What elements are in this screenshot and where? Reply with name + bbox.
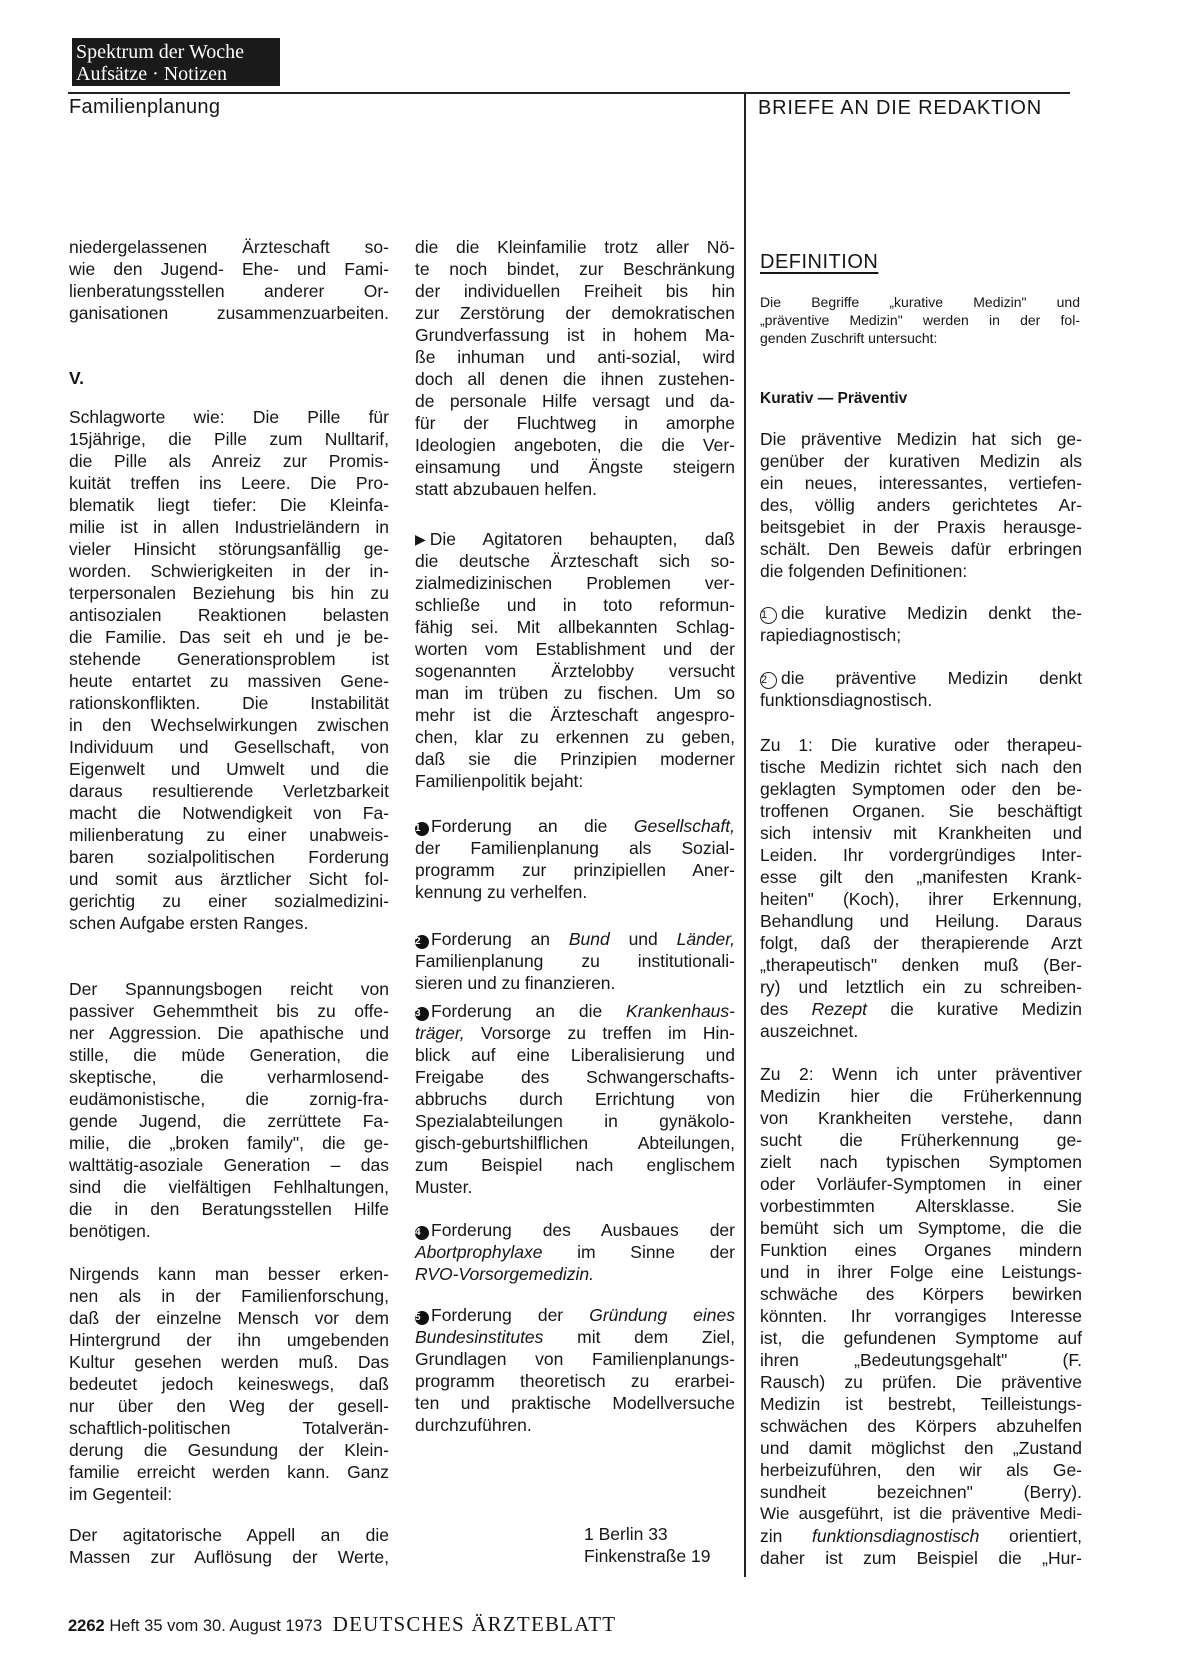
text-line: ner Aggression. Die apathische und bbox=[69, 1023, 389, 1043]
text-span: Krankenhaus- bbox=[626, 1001, 735, 1021]
number-4-icon: 4 bbox=[415, 1226, 429, 1240]
column-divider bbox=[744, 92, 746, 1577]
text-line: die Familie. Das seit eh und je be- bbox=[69, 627, 389, 647]
col2-paragraph-1 bbox=[415, 236, 735, 500]
text-line: Muster. bbox=[415, 1177, 473, 1197]
text-line: zum Beispiel nach englischem bbox=[415, 1155, 735, 1175]
page-number: 2262 bbox=[68, 1617, 105, 1635]
text-line: einsamung und Ängste steigern bbox=[415, 457, 735, 477]
text-span: Bundesinstitutes bbox=[415, 1327, 544, 1347]
text-line: programm theoretisch zu erarbei- bbox=[415, 1371, 735, 1391]
text-span: die kurative Medizin denkt the- bbox=[781, 603, 1082, 623]
text-line: Familienplanung zu institutionali- bbox=[415, 951, 735, 971]
header-rule bbox=[68, 92, 1070, 94]
text-span: Forderung des Ausbaues der bbox=[431, 1220, 735, 1240]
text-line: ten und praktische Modellversuche bbox=[415, 1393, 735, 1413]
text-line: daß sie die Prinzipien moderner bbox=[415, 749, 735, 769]
text-line: Die Begriffe „kurative Medizin" und bbox=[760, 294, 1080, 310]
text-line: Zu 1: Die kurative oder therapeu- bbox=[760, 735, 1082, 755]
demand-3 bbox=[415, 1000, 735, 1198]
text-line: doch all denen die ihnen zustehen- bbox=[415, 369, 735, 389]
text-line: Zu 2: Wenn ich unter präventiver bbox=[760, 1064, 1082, 1084]
text-line: milie, die „broken family", die ge- bbox=[69, 1133, 389, 1153]
text-line: die deutsche Ärzteschaft sich so- bbox=[415, 551, 735, 571]
text-line: Leiden. Ihr vordergründiges Inter- bbox=[760, 845, 1082, 865]
text-span: die präventive Medizin denkt bbox=[781, 668, 1082, 688]
text-line: auszeichnet. bbox=[760, 1021, 859, 1041]
text-line: Spezialabteilungen in gynäkolo- bbox=[415, 1111, 735, 1131]
text-line: ße inhuman und anti-sozial, wird bbox=[415, 347, 735, 367]
text-line: des, völlig anders gerichtetes Ar- bbox=[760, 495, 1082, 515]
text-span: mit dem Ziel, bbox=[543, 1327, 735, 1347]
text-line: zur Zerstörung der demokratischen bbox=[415, 303, 735, 323]
number-5-icon: 5 bbox=[415, 1311, 429, 1325]
text-span: Gründung eines bbox=[589, 1305, 735, 1325]
col2-paragraph-2 bbox=[415, 528, 735, 792]
text-line: niedergelassenen Ärzteschaft so- bbox=[69, 237, 389, 257]
text-line: chen, klar zu erkennen zu geben, bbox=[415, 727, 735, 747]
text-line: durchzuführen. bbox=[415, 1415, 532, 1435]
text-line: derung die Gesundung der Klein- bbox=[69, 1440, 389, 1460]
text-line: sich intensiv mit Krankheiten und bbox=[760, 823, 1082, 843]
text-line: ganisationen zusammenzuarbeiten. bbox=[69, 303, 389, 323]
text-line: Wie ausgeführt, ist die präventive Medi- bbox=[760, 1504, 1082, 1523]
text-line: te noch bindet, zur Beschränkung bbox=[415, 259, 735, 279]
text-line: ry) und letztlich ein zu schreiben- bbox=[760, 977, 1082, 997]
text-line: schen Aufgabe ersten Ranges. bbox=[69, 913, 309, 933]
text-line: Kultur gesehen werden muß. Das bbox=[69, 1352, 389, 1372]
text-span: Länder, bbox=[676, 929, 735, 949]
circled-number-2-icon: 2 bbox=[760, 672, 777, 689]
number-1-icon: 1 bbox=[415, 822, 429, 836]
text-line: abbruchs durch Errichtung von bbox=[415, 1089, 735, 1109]
text-line: sundheit bezeichnen" (Berry). bbox=[760, 1482, 1082, 1502]
text-span: Forderung an die bbox=[431, 816, 634, 836]
text-span: Rezept bbox=[811, 999, 868, 1019]
text-span: funktionsdiagnostisch bbox=[812, 1526, 980, 1546]
text-line: kennung zu verhelfen. bbox=[415, 882, 588, 902]
text-line: macht die Notwendigkeit von Fa- bbox=[69, 803, 389, 823]
text-line: funktionsdiagnostisch. bbox=[760, 690, 933, 710]
text-line: gerichtig zu einer sozialmedizini- bbox=[69, 891, 389, 911]
text-line: sind die vielfältigen Fehlhaltungen, bbox=[69, 1177, 389, 1197]
demand-2 bbox=[415, 928, 735, 994]
text-line: Der agitatorische Appell an die bbox=[69, 1525, 389, 1545]
issue-info: Heft 35 vom 30. August 1973 bbox=[109, 1617, 323, 1635]
col3-paragraph-3 bbox=[760, 1063, 1082, 1569]
text-line: herbeizuführen, den wir als Ge- bbox=[760, 1460, 1082, 1480]
text-line: „therapeutisch" denken muß (Ber- bbox=[760, 955, 1082, 975]
text-span: zin bbox=[760, 1526, 813, 1546]
number-3-icon: 3 bbox=[415, 1007, 429, 1021]
text-line: Eigenwelt und Umwelt und die bbox=[69, 759, 389, 779]
text-line: von Krankheiten verstehe, dann bbox=[760, 1108, 1082, 1128]
text-line: nur über den Weg der gesell- bbox=[69, 1396, 389, 1416]
text-line: ihren „Bedeutungsgehalt" (F. bbox=[760, 1350, 1082, 1370]
text-line: man im trüben zu fischen. Um so bbox=[415, 683, 735, 703]
text-line: gende Jugend, die zerrüttete Fa- bbox=[69, 1111, 389, 1131]
text-line: 15jährige, die Pille zum Nulltarif, bbox=[69, 429, 389, 449]
text-line: kuität treffen ins Leere. Die Pro- bbox=[69, 473, 389, 493]
demand-5 bbox=[415, 1304, 735, 1436]
col1-paragraph-4 bbox=[69, 1263, 389, 1505]
text-line: Freigabe des Schwangerschafts- bbox=[415, 1067, 735, 1087]
text-line: Die präventive Medizin hat sich ge- bbox=[760, 429, 1082, 449]
text-line: esse gilt den „manifesten Krank- bbox=[760, 867, 1082, 887]
text-line: der Familienplanung als Sozial- bbox=[415, 838, 735, 858]
text-line: sucht die Früherkennung ge- bbox=[760, 1130, 1082, 1150]
text-line: Individuum und Gesellschaft, von bbox=[69, 737, 389, 757]
text-span: und bbox=[609, 929, 677, 949]
text-line: milie ist in allen Industrieländern in bbox=[69, 517, 389, 537]
text-line: und in ihrer Folge eine Leistungs- bbox=[760, 1262, 1082, 1282]
badge-line-1: Spektrum der Woche bbox=[76, 41, 244, 63]
section-title: Familienplanung bbox=[69, 96, 221, 118]
text-line: und damit möglichst den „Zustand bbox=[760, 1438, 1082, 1458]
text-line: genden Zuschrift untersucht: bbox=[760, 330, 938, 346]
text-line: schaftlich-politischen Totalverän- bbox=[69, 1418, 389, 1438]
text-line: genüber der kurativen Medizin als bbox=[760, 451, 1082, 471]
text-line: folgt, daß der therapierende Arzt bbox=[760, 933, 1082, 953]
address-line-1: 1 Berlin 33 bbox=[584, 1524, 668, 1544]
page-footer bbox=[68, 1612, 616, 1637]
text-line: RVO-Vorsorgemedizin. bbox=[415, 1264, 594, 1284]
col1-heading: V. bbox=[69, 368, 84, 388]
text-line: zielt nach typischen Symptomen bbox=[760, 1152, 1082, 1172]
demand-1 bbox=[415, 815, 735, 903]
circled-number-1-icon: 1 bbox=[760, 607, 777, 624]
text-line: nen als in der Familienforschung, bbox=[69, 1286, 389, 1306]
text-line: walttätig-asoziale Generation – das bbox=[69, 1155, 389, 1175]
text-line: troffenen Organen. Sie beschäftigt bbox=[760, 801, 1082, 821]
text-line: schwächen des Körpers abzuhelfen bbox=[760, 1416, 1082, 1436]
col1-paragraph-3 bbox=[69, 978, 389, 1242]
text-line: ist, die gefundenen Symptome auf bbox=[760, 1328, 1082, 1348]
text-span: Abortprophylaxe bbox=[415, 1242, 543, 1262]
text-line: sogenannten Ärztelobby versucht bbox=[415, 661, 735, 681]
text-line: passiver Gehemmtheit bis zu offe- bbox=[69, 1001, 389, 1021]
text-line: de personale Hilfe versagt und da- bbox=[415, 391, 735, 411]
text-line: könnten. Ihr vorrangiges Interesse bbox=[760, 1306, 1082, 1326]
text-line: blematik liegt tiefer: Die Kleinfa- bbox=[69, 495, 389, 515]
text-line: bedeutet jedoch keineswegs, daß bbox=[69, 1374, 389, 1394]
text-line: Grundverfassung ist in hohem Ma- bbox=[415, 325, 735, 345]
text-line: bemüht sich um Symptome, die die bbox=[760, 1218, 1082, 1238]
text-line: Schlagworte wie: Die Pille für bbox=[69, 407, 389, 427]
text-line: Die Agitatoren behaupten, daß bbox=[429, 529, 735, 549]
text-line: für der Fluchtweg in amorphe bbox=[415, 413, 735, 433]
text-line: gisch-geburtshilflichen Abteilungen, bbox=[415, 1133, 735, 1153]
text-span: im Sinne der bbox=[542, 1242, 735, 1262]
text-line: oder Vorläufer-Symptomen in einer bbox=[760, 1174, 1082, 1194]
text-line: Massen zur Auflösung der Werte, bbox=[69, 1547, 389, 1567]
text-span: träger, bbox=[415, 1023, 465, 1043]
col3-paragraph-1 bbox=[760, 428, 1082, 582]
text-line: stille, die müde Generation, die bbox=[69, 1045, 389, 1065]
col1-paragraph-5 bbox=[69, 1524, 389, 1568]
text-line: vieler Hinsicht störungsanfällig ge- bbox=[69, 539, 389, 559]
text-line: wie den Jugend- Ehe- und Fami- bbox=[69, 259, 389, 279]
text-line: schält. Den Beweis dafür erbringen bbox=[760, 539, 1082, 559]
text-line: Der Spannungsbogen reicht von bbox=[69, 979, 389, 999]
text-line: benötigen. bbox=[69, 1221, 151, 1241]
badge-line-2: Aufsätze · Notizen bbox=[76, 63, 228, 85]
text-line: Funktion eines Organes mindern bbox=[760, 1240, 1082, 1260]
text-line: familie erreicht werden kann. Ganz bbox=[69, 1462, 389, 1482]
text-span: Gesellschaft, bbox=[633, 816, 735, 836]
text-line: blick auf eine Liberalisierung und bbox=[415, 1045, 735, 1065]
col1-paragraph-1 bbox=[69, 236, 389, 324]
text-line: Medizin ist bestrebt, Teilleistungs- bbox=[760, 1394, 1082, 1414]
text-line: programm zur prinzipiellen Aner- bbox=[415, 860, 735, 880]
definition-2 bbox=[760, 667, 1082, 711]
text-line: rapiediagnostisch; bbox=[760, 625, 902, 645]
text-line: daß der einzelne Mensch vor dem bbox=[69, 1308, 389, 1328]
text-line: Behandlung und Heilung. Daraus bbox=[760, 911, 1082, 931]
definition-title: DEFINITION bbox=[760, 251, 879, 273]
text-line: Ideologien angeboten, die die Ver- bbox=[415, 435, 735, 455]
text-line: skeptische, die verharmlosend- bbox=[69, 1067, 389, 1087]
address-line-2: Finkenstraße 19 bbox=[584, 1546, 711, 1566]
text-line: milienberatung zu einer unabweis- bbox=[69, 825, 389, 845]
text-line: worden. Schwierigkeiten in der in- bbox=[69, 561, 389, 581]
text-line: ein neues, interessantes, vertiefen- bbox=[760, 473, 1082, 493]
letter-subtitle: Kurativ — Präventiv bbox=[760, 390, 908, 407]
text-line: antisozialen Reaktionen belasten bbox=[69, 605, 389, 625]
text-line: worten vom Establishment und der bbox=[415, 639, 735, 659]
text-line: statt abzubauen helfen. bbox=[415, 479, 597, 499]
text-line: fähig sei. Mit allbekannten Schlag- bbox=[415, 617, 735, 637]
text-line: vorbestimmten Altersklasse. Sie bbox=[760, 1196, 1082, 1216]
text-span: orientiert, bbox=[979, 1526, 1082, 1546]
text-span: die kurative Medizin bbox=[867, 999, 1082, 1019]
arrow-icon: ▶ bbox=[415, 531, 426, 547]
text-line: die die Kleinfamilie trotz aller Nö- bbox=[415, 237, 735, 257]
text-line: sieren und zu finanzieren. bbox=[415, 973, 616, 993]
text-line: geklagten Symptomen oder den be- bbox=[760, 779, 1082, 799]
text-line: die Pille als Anreiz zur Promis- bbox=[69, 451, 389, 471]
text-line: heute entartet zu massiven Gene- bbox=[69, 671, 389, 691]
text-line: die folgenden Definitionen: bbox=[760, 561, 968, 581]
col1-paragraph-2 bbox=[69, 406, 389, 934]
text-line: der individuellen Freiheit bis hin bbox=[415, 281, 735, 301]
text-line: tische Medizin richtet sich nach den bbox=[760, 757, 1082, 777]
text-line: terpersonalen Beziehung bis hin zu bbox=[69, 583, 389, 603]
text-span: Forderung an die bbox=[431, 1001, 627, 1021]
intro-note bbox=[760, 293, 1080, 347]
text-line: und somit aus ärztlicher Sicht fol- bbox=[69, 869, 389, 889]
definition-1 bbox=[760, 602, 1082, 646]
text-span: Forderung an bbox=[431, 929, 569, 949]
text-span: Forderung der bbox=[431, 1305, 590, 1325]
text-line: beitsgebiet in der Praxis herausge- bbox=[760, 517, 1082, 537]
demand-4 bbox=[415, 1219, 735, 1285]
text-line: im Gegenteil: bbox=[69, 1484, 173, 1504]
magazine-name: DEUTSCHES ÄRZTEBLATT bbox=[332, 1612, 617, 1636]
text-line: die in den Beratungsstellen Hilfe bbox=[69, 1199, 389, 1219]
text-line: heiten" (Koch), ihrer Erkennung, bbox=[760, 889, 1082, 909]
text-line: Hintergrund der ihn umgebenden bbox=[69, 1330, 389, 1350]
text-line: Medizin hier die Früherkennung bbox=[760, 1086, 1082, 1106]
text-span: Vorsorge zu treffen im Hin- bbox=[464, 1023, 735, 1043]
text-line: in den Wechselwirkungen zwischen bbox=[69, 715, 389, 735]
text-line: schließe und in toto reformun- bbox=[415, 595, 735, 615]
text-line: „präventive Medizin" werden in der fol- bbox=[760, 312, 1080, 328]
text-span: Bund bbox=[568, 929, 610, 949]
text-span: des bbox=[760, 999, 812, 1019]
section-badge bbox=[72, 38, 280, 86]
text-line: daher ist zum Beispiel die „Hur- bbox=[760, 1548, 1082, 1568]
text-line: daraus resultierende Verletzbarkeit bbox=[69, 781, 389, 801]
text-line: stehende Generationsproblem ist bbox=[69, 649, 389, 669]
number-2-icon: 2 bbox=[415, 935, 429, 949]
text-line: Rausch) zu prüfen. Die präventive bbox=[760, 1372, 1082, 1392]
text-line: mehr ist die Ärzteschaft angespro- bbox=[415, 705, 735, 725]
text-line: baren sozialpolitischen Forderung bbox=[69, 847, 389, 867]
text-line: Familienpolitik bejaht: bbox=[415, 771, 584, 791]
text-line: lienberatungsstellen anderer Or- bbox=[69, 281, 389, 301]
text-line: Grundlagen von Familienplanungs- bbox=[415, 1349, 735, 1369]
text-line: zialmedizinischen Problemen ver- bbox=[415, 573, 735, 593]
col3-paragraph-2 bbox=[760, 734, 1082, 1042]
text-line: rationskonflikten. Die Instabilität bbox=[69, 693, 389, 713]
text-line: Nirgends kann man besser erken- bbox=[69, 1264, 389, 1284]
text-line: eudämonistische, die zornig-fra- bbox=[69, 1089, 389, 1109]
text-line: schwäche des Körpers bewirken bbox=[760, 1284, 1082, 1304]
letters-section-title: BRIEFE AN DIE REDAKTION bbox=[758, 97, 1043, 119]
